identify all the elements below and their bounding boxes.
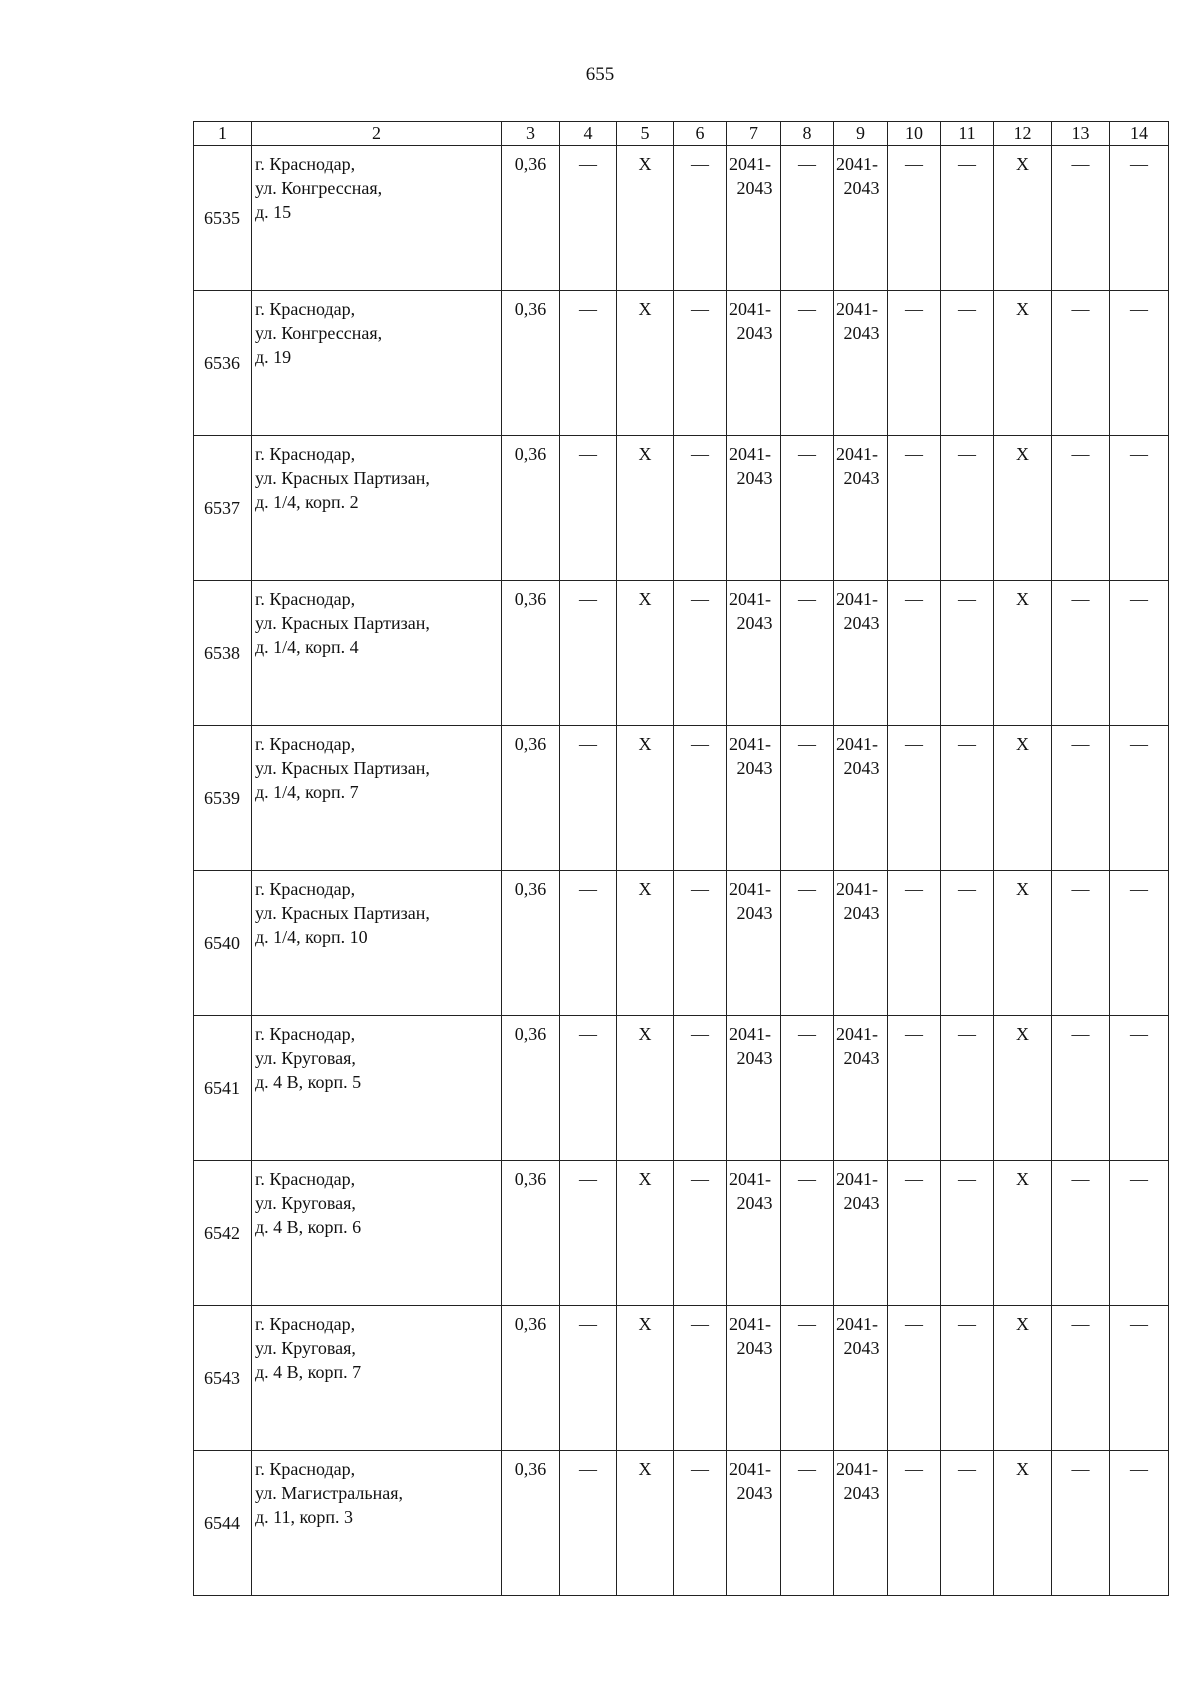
year-end: 2043 [843,613,880,633]
address-line: г. Краснодар, [255,154,356,174]
cell-col-13: — [1052,1451,1110,1596]
year-start: 2041- [836,1314,878,1334]
address-line: д. 1/4, корп. 7 [255,782,359,802]
cell-col-8: — [781,1451,834,1596]
address-cell [252,726,502,871]
table-row [194,291,1169,436]
year-start: 2041- [729,299,771,319]
cell-col-8: — [781,1016,834,1161]
year-start: 2041- [729,1314,771,1334]
cell-col-11: — [941,1161,994,1306]
year-end: 2043 [843,468,880,488]
cell-col-14: — [1110,871,1169,1016]
cell-col-4: — [560,146,617,291]
year-start: 2041- [836,589,878,609]
cell-col-4: — [560,1306,617,1451]
cell-col-6: — [674,871,727,1016]
address-line: д. 1/4, корп. 2 [255,492,359,512]
cell-col-12: Х [994,1451,1052,1596]
year-end: 2043 [736,903,773,923]
year-start: 2041- [836,1459,878,1479]
cell-col-9 [834,1016,888,1161]
cell-col-5: Х [617,1016,674,1161]
cell-col-7 [727,291,781,436]
cell-col-5: Х [617,581,674,726]
cell-col-13: — [1052,726,1110,871]
cell-col-10: — [888,1016,941,1161]
cell-col-5: Х [617,726,674,871]
address-line: г. Краснодар, [255,589,356,609]
cell-col-3: 0,36 [502,146,560,291]
cell-col-6: — [674,146,727,291]
cell-col-12: Х [994,726,1052,871]
cell-col-12: Х [994,436,1052,581]
address-line: г. Краснодар, [255,1459,356,1479]
address-line: д. 1/4, корп. 4 [255,637,359,657]
year-end: 2043 [736,1048,773,1068]
cell-col-10: — [888,581,941,726]
cell-col-8: — [781,1161,834,1306]
year-start: 2041- [729,1459,771,1479]
cell-col-9 [834,436,888,581]
address-cell [252,1451,502,1596]
address-line: д. 4 В, корп. 5 [255,1072,362,1092]
row-number: 6542 [194,1161,252,1306]
address-cell [252,1161,502,1306]
row-number: 6535 [194,146,252,291]
cell-col-9 [834,1161,888,1306]
year-end: 2043 [843,323,880,343]
table-row [194,1306,1169,1451]
address-cell [252,581,502,726]
cell-col-5: Х [617,1306,674,1451]
cell-col-10: — [888,726,941,871]
table-row [194,1451,1169,1596]
cell-col-6: — [674,1306,727,1451]
cell-col-3: 0,36 [502,1016,560,1161]
column-header-11: 11 [941,122,994,146]
cell-col-10: — [888,1451,941,1596]
address-cell [252,1016,502,1161]
cell-col-3: 0,36 [502,1306,560,1451]
cell-col-11: — [941,581,994,726]
address-line: г. Краснодар, [255,1314,356,1334]
cell-col-12: Х [994,581,1052,726]
cell-col-12: Х [994,291,1052,436]
year-end: 2043 [843,758,880,778]
year-end: 2043 [736,468,773,488]
address-line: г. Краснодар, [255,299,356,319]
cell-col-13: — [1052,436,1110,581]
year-end: 2043 [843,1483,880,1503]
address-line: ул. Красных Партизан, [255,758,430,778]
cell-col-5: Х [617,146,674,291]
address-cell [252,436,502,581]
cell-col-12: Х [994,1161,1052,1306]
cell-col-11: — [941,291,994,436]
table-row [194,1016,1169,1161]
address-line: д. 4 В, корп. 7 [255,1362,362,1382]
year-end: 2043 [843,1048,880,1068]
cell-col-10: — [888,436,941,581]
cell-col-6: — [674,1451,727,1596]
row-number: 6536 [194,291,252,436]
year-end: 2043 [736,178,773,198]
table-body [194,146,1169,1596]
cell-col-4: — [560,1016,617,1161]
cell-col-14: — [1110,581,1169,726]
year-end: 2043 [736,323,773,343]
cell-col-13: — [1052,871,1110,1016]
address-line: г. Краснодар, [255,444,356,464]
cell-col-12: Х [994,146,1052,291]
cell-col-3: 0,36 [502,436,560,581]
address-line: д. 19 [255,347,292,367]
cell-col-4: — [560,581,617,726]
cell-col-3: 0,36 [502,871,560,1016]
cell-col-6: — [674,1016,727,1161]
year-start: 2041- [729,734,771,754]
year-start: 2041- [729,1169,771,1189]
address-cell [252,291,502,436]
cell-col-7 [727,1306,781,1451]
row-number: 6539 [194,726,252,871]
cell-col-5: Х [617,291,674,436]
year-start: 2041- [729,589,771,609]
cell-col-7 [727,581,781,726]
cell-col-4: — [560,871,617,1016]
address-line: ул. Круговая, [255,1193,356,1213]
column-header-9: 9 [834,122,888,146]
year-start: 2041- [836,879,878,899]
cell-col-9 [834,1451,888,1596]
row-number: 6537 [194,436,252,581]
cell-col-13: — [1052,291,1110,436]
row-number: 6544 [194,1451,252,1596]
cell-col-8: — [781,291,834,436]
year-end: 2043 [736,1338,773,1358]
address-line: г. Краснодар, [255,1169,356,1189]
cell-col-3: 0,36 [502,581,560,726]
column-header-12: 12 [994,122,1052,146]
year-end: 2043 [843,178,880,198]
row-number: 6541 [194,1016,252,1161]
year-start: 2041- [836,154,878,174]
address-line: г. Краснодар, [255,1024,356,1044]
cell-col-12: Х [994,1306,1052,1451]
table-row [194,436,1169,581]
cell-col-7 [727,871,781,1016]
year-start: 2041- [836,299,878,319]
cell-col-3: 0,36 [502,1161,560,1306]
address-line: г. Краснодар, [255,879,356,899]
cell-col-12: Х [994,1016,1052,1161]
address-cell [252,1306,502,1451]
cell-col-9 [834,291,888,436]
year-end: 2043 [736,1193,773,1213]
cell-col-6: — [674,436,727,581]
column-header-3: 3 [502,122,560,146]
cell-col-8: — [781,1306,834,1451]
cell-col-7 [727,1016,781,1161]
row-number: 6538 [194,581,252,726]
cell-col-5: Х [617,1161,674,1306]
year-start: 2041- [729,154,771,174]
cell-col-13: — [1052,1306,1110,1451]
address-cell [252,146,502,291]
cell-col-14: — [1110,1306,1169,1451]
cell-col-8: — [781,581,834,726]
table-row [194,726,1169,871]
year-start: 2041- [836,1024,878,1044]
address-line: ул. Круговая, [255,1048,356,1068]
cell-col-10: — [888,146,941,291]
cell-col-14: — [1110,1016,1169,1161]
cell-col-6: — [674,1161,727,1306]
column-header-7: 7 [727,122,781,146]
cell-col-7 [727,146,781,291]
cell-col-10: — [888,1306,941,1451]
cell-col-7 [727,1161,781,1306]
cell-col-7 [727,1451,781,1596]
cell-col-11: — [941,146,994,291]
column-header-6: 6 [674,122,727,146]
cell-col-3: 0,36 [502,291,560,436]
cell-col-8: — [781,146,834,291]
cell-col-10: — [888,291,941,436]
row-number: 6540 [194,871,252,1016]
cell-col-6: — [674,291,727,436]
year-start: 2041- [836,444,878,464]
cell-col-10: — [888,871,941,1016]
address-line: ул. Конгрессная, [255,178,383,198]
cell-col-11: — [941,726,994,871]
cell-col-9 [834,726,888,871]
year-end: 2043 [843,903,880,923]
year-end: 2043 [843,1338,880,1358]
year-start: 2041- [729,879,771,899]
cell-col-3: 0,36 [502,1451,560,1596]
cell-col-8: — [781,436,834,581]
cell-col-14: — [1110,1451,1169,1596]
year-start: 2041- [836,1169,878,1189]
table-row [194,146,1169,291]
cell-col-11: — [941,1451,994,1596]
year-end: 2043 [736,758,773,778]
cell-col-10: — [888,1161,941,1306]
year-start: 2041- [836,734,878,754]
year-end: 2043 [843,1193,880,1213]
table-header [194,122,1169,146]
year-start: 2041- [729,1024,771,1044]
cell-col-14: — [1110,726,1169,871]
cell-col-12: Х [994,871,1052,1016]
cell-col-11: — [941,871,994,1016]
cell-col-13: — [1052,1161,1110,1306]
cell-col-13: — [1052,146,1110,291]
cell-col-14: — [1110,436,1169,581]
row-number: 6543 [194,1306,252,1451]
column-header-5: 5 [617,122,674,146]
cell-col-9 [834,146,888,291]
cell-col-4: — [560,291,617,436]
address-line: г. Краснодар, [255,734,356,754]
cell-col-6: — [674,581,727,726]
column-header-10: 10 [888,122,941,146]
column-header-13: 13 [1052,122,1110,146]
year-end: 2043 [736,1483,773,1503]
cell-col-9 [834,1306,888,1451]
cell-col-3: 0,36 [502,726,560,871]
year-start: 2041- [729,444,771,464]
cell-col-8: — [781,726,834,871]
address-line: д. 11, корп. 3 [255,1507,353,1527]
address-line: ул. Круговая, [255,1338,356,1358]
cell-col-5: Х [617,871,674,1016]
cell-col-4: — [560,1451,617,1596]
address-line: ул. Конгрессная, [255,323,383,343]
column-header-2: 2 [252,122,502,146]
cell-col-9 [834,871,888,1016]
cell-col-8: — [781,871,834,1016]
address-line: д. 4 В, корп. 6 [255,1217,362,1237]
page-number: 655 [585,64,615,85]
address-cell [252,871,502,1016]
address-line: ул. Магистральная, [255,1483,404,1503]
table-row [194,581,1169,726]
cell-col-4: — [560,1161,617,1306]
address-line: д. 15 [255,202,292,222]
address-line: ул. Красных Партизан, [255,903,430,923]
cell-col-14: — [1110,291,1169,436]
registry-table [193,121,1169,1596]
table-row [194,1161,1169,1306]
cell-col-11: — [941,1016,994,1161]
table-row [194,871,1169,1016]
cell-col-13: — [1052,1016,1110,1161]
column-header-4: 4 [560,122,617,146]
cell-col-6: — [674,726,727,871]
address-line: ул. Красных Партизан, [255,613,430,633]
cell-col-4: — [560,436,617,581]
column-header-1: 1 [194,122,252,146]
cell-col-5: Х [617,436,674,581]
cell-col-13: — [1052,581,1110,726]
cell-col-7 [727,436,781,581]
cell-col-14: — [1110,1161,1169,1306]
cell-col-11: — [941,1306,994,1451]
cell-col-7 [727,726,781,871]
cell-col-4: — [560,726,617,871]
address-line: д. 1/4, корп. 10 [255,927,368,947]
address-line: ул. Красных Партизан, [255,468,430,488]
year-end: 2043 [736,613,773,633]
column-header-8: 8 [781,122,834,146]
cell-col-14: — [1110,146,1169,291]
cell-col-5: Х [617,1451,674,1596]
cell-col-11: — [941,436,994,581]
column-header-14: 14 [1110,122,1169,146]
cell-col-9 [834,581,888,726]
